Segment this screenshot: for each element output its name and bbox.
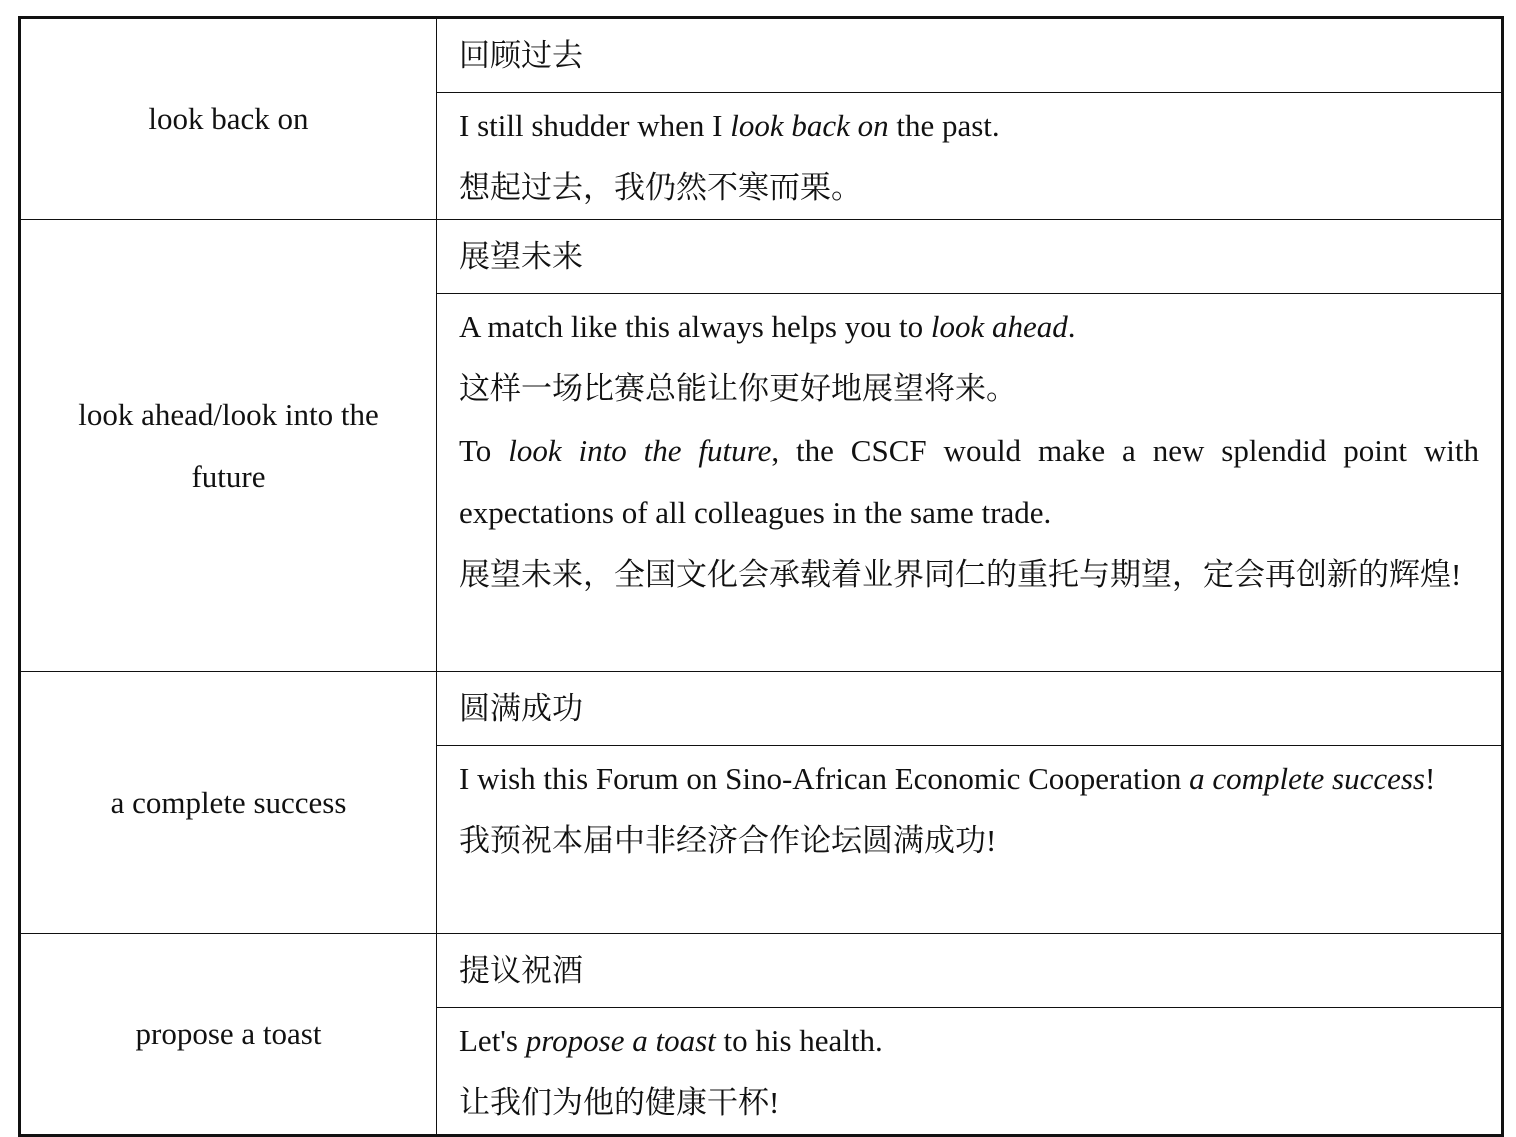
sentence-text: 想起过去，我仍然不寒而栗。 [459, 170, 862, 205]
phrase-highlight: look ahead [930, 309, 1068, 344]
phrase-meaning: 回顾过去 [437, 18, 1503, 93]
sentence-text: the past. [888, 108, 1000, 143]
sentence-text: Let's [459, 1023, 526, 1058]
example-sentence [459, 1072, 1479, 1134]
sentence-text: A match like this always helps you to [459, 309, 931, 344]
phrase-term: propose a toast [20, 934, 437, 1136]
sentence-text: 我预祝本届中非经济合作论坛圆满成功! [459, 823, 997, 858]
example-sentence [459, 748, 1479, 810]
phrase-meaning: 展望未来 [437, 220, 1503, 294]
sentence-text: I still shudder when I [459, 108, 731, 143]
example-cell [437, 1008, 1503, 1136]
sentence-text: 展望未来，全国文化会承载着业界同仁的重托与期望，定会再创新的辉煌! [459, 557, 1462, 592]
sentence-text: to his health. [715, 1023, 883, 1058]
phrase-highlight: look into the future [508, 433, 772, 468]
entry-row [20, 18, 1503, 93]
phrase-highlight: a complete success [1189, 761, 1425, 796]
example-sentence [459, 157, 1479, 219]
example-sentence [459, 420, 1479, 544]
phrase-term: look ahead/look into the future [20, 220, 437, 672]
phrase-meaning: 提议祝酒 [437, 934, 1503, 1008]
example-sentence [459, 810, 1479, 872]
sentence-text: . [1067, 309, 1076, 344]
sentence-text: ! [1425, 761, 1436, 796]
example-sentence [459, 1010, 1479, 1072]
entry-row [20, 672, 1503, 746]
sentence-text: , the CSCF would make a new splendid point with expectations of all colleagues in the same trade. [459, 433, 1480, 530]
phrase-term: a complete success [20, 672, 437, 934]
example-sentence [459, 358, 1479, 420]
sentence-text: 这样一场比赛总能让你更好地展望将来。 [459, 371, 1017, 406]
sentence-text: 让我们为他的健康干杯! [459, 1085, 780, 1120]
entry-row [20, 220, 1503, 294]
sentence-text: To [459, 433, 509, 468]
phrase-highlight: look back on [730, 108, 889, 143]
phrase-meaning: 圆满成功 [437, 672, 1503, 746]
phrase-term: look back on [20, 18, 437, 220]
example-sentence [459, 95, 1479, 157]
example-cell [437, 746, 1503, 934]
phrase-highlight: propose a toast [525, 1023, 716, 1058]
example-sentence [459, 544, 1479, 606]
phrase-table [18, 16, 1504, 1137]
entry-row [20, 934, 1503, 1008]
sentence-text: I wish this Forum on Sino-African Economic Cooperation [459, 761, 1190, 796]
example-sentence [459, 296, 1479, 358]
example-cell [437, 294, 1503, 672]
example-cell [437, 93, 1503, 220]
